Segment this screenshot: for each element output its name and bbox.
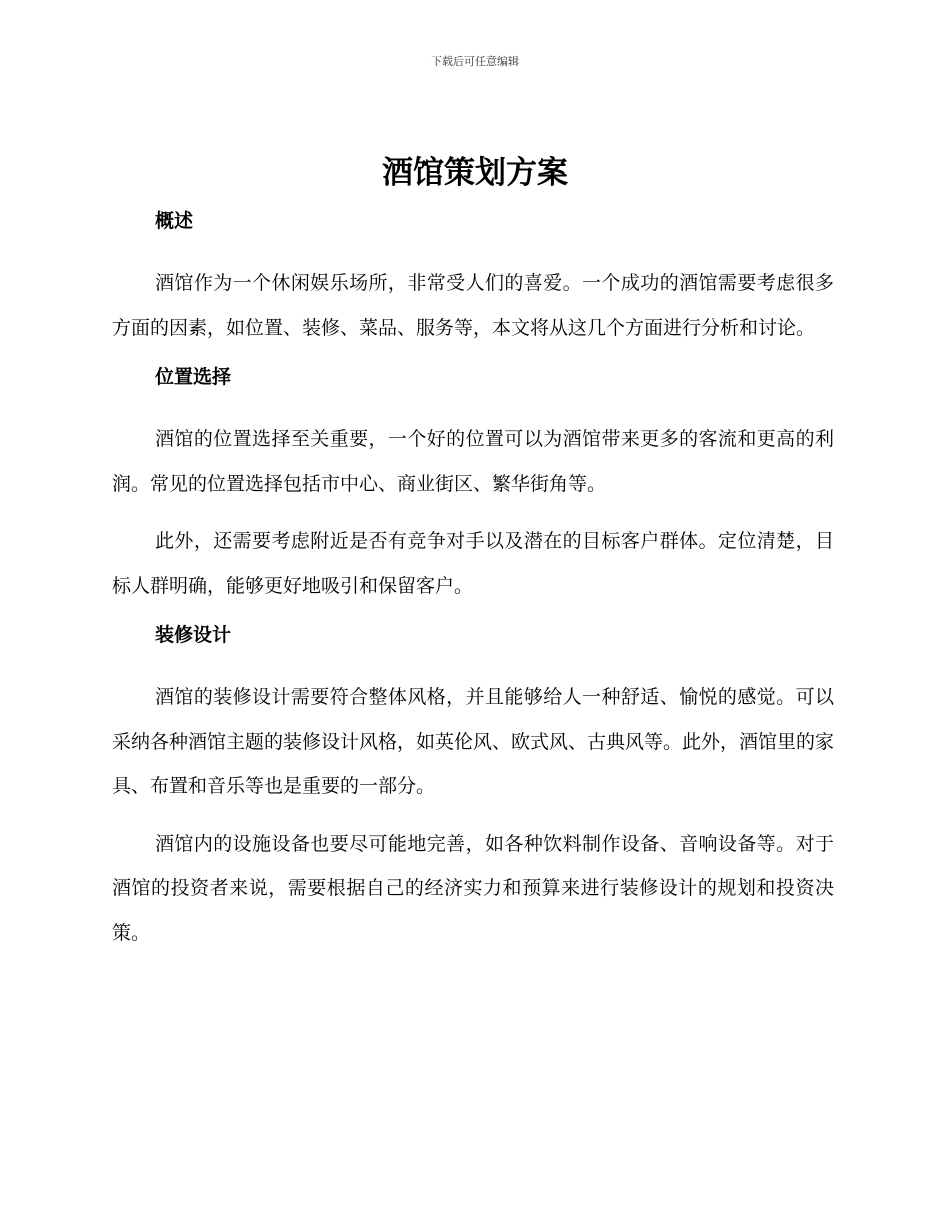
section-location: [112, 363, 834, 608]
document-body: [112, 201, 834, 968]
paragraph: 酒馆的位置选择至关重要，一个好的位置可以为酒馆带来更多的客流和更高的利润。常见的位置选择包括市中心、商业街区、繁华街角等。: [112, 428, 834, 495]
paragraph: 酒馆作为一个休闲娱乐场所，非常受人们的喜爱。一个成功的酒馆需要考虑很多方面的因素，如位置、装修、菜品、服务等，本文将从这几个方面进行分析和讨论。: [112, 272, 834, 339]
paragraph: 此外，还需要考虑附近是否有竞争对手以及潜在的目标客户群体。定位清楚，目标人群明确，能够更好地吸引和保留客户。: [112, 530, 834, 597]
paragraph: 酒馆的装修设计需要符合整体风格，并且能够给人一种舒适、愉悦的感觉。可以采纳各种酒馆主题的装修设计风格，如英伦风、欧式风、古典风等。此外，酒馆里的家具、布置和音乐等也是重要的一部分。: [112, 686, 835, 797]
paragraph: 酒馆内的设施设备也要尽可能地完善，如各种饮料制作设备、音响设备等。对于酒馆的投资者来说，需要根据自己的经济实力和预算来进行装修设计的规划和投资决策。: [112, 832, 834, 944]
section-overview: [112, 207, 834, 350]
section-heading: 位置选择: [155, 366, 232, 388]
document-title: 酒馆策划方案: [382, 155, 568, 191]
page-header: 下载后可任意编辑: [431, 55, 519, 68]
section-heading: 概述: [155, 210, 194, 232]
section-decoration: [112, 621, 834, 955]
section-heading: 装修设计: [155, 624, 232, 646]
